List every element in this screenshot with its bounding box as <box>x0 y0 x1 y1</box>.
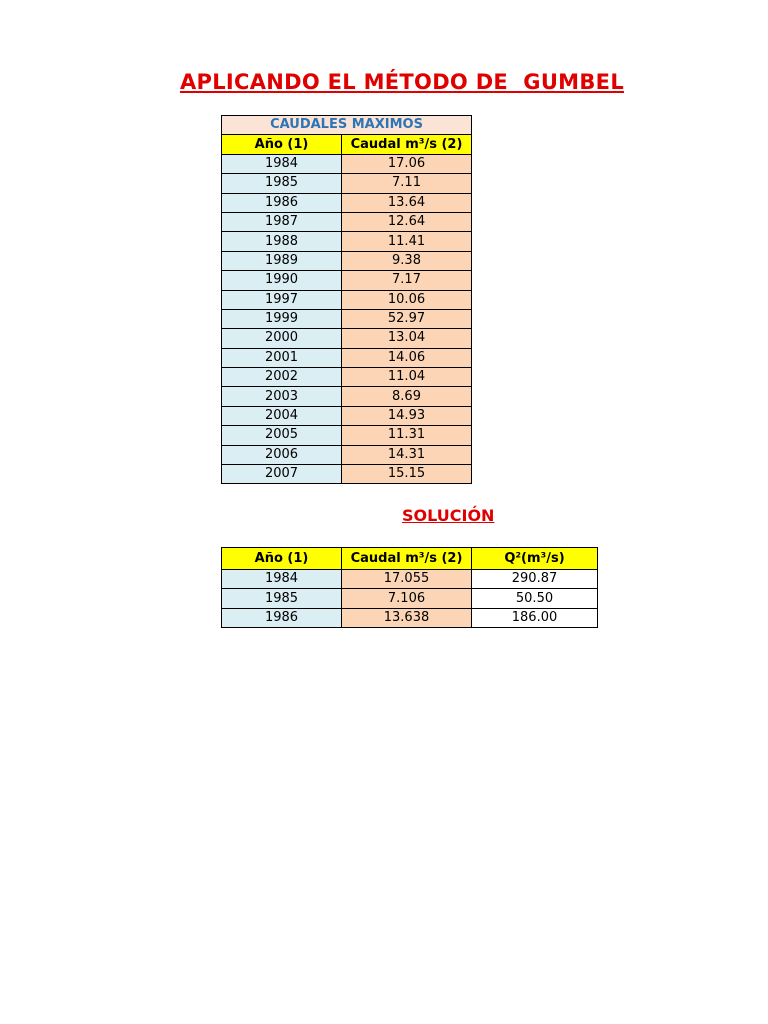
year-cell: 2007 <box>222 465 342 484</box>
table-row <box>222 174 472 193</box>
year-cell: 2000 <box>222 329 342 348</box>
table-row <box>222 154 472 173</box>
table-row <box>222 309 472 328</box>
column-header-year: Año (1) <box>222 135 342 154</box>
year-cell: 2001 <box>222 348 342 367</box>
year-cell: 1987 <box>222 212 342 231</box>
flow-cell: 17.06 <box>342 154 472 173</box>
table-row <box>222 589 598 608</box>
table-row <box>222 232 472 251</box>
year-cell: 2004 <box>222 406 342 425</box>
solution-title: SOLUCIÓN <box>402 506 495 525</box>
flow-cell: 13.04 <box>342 329 472 348</box>
flow-cell: 8.69 <box>342 387 472 406</box>
year-cell: 2002 <box>222 368 342 387</box>
table-row <box>222 608 598 627</box>
q2-cell: 186.00 <box>472 608 598 627</box>
year-cell: 2003 <box>222 387 342 406</box>
table-row <box>222 445 472 464</box>
column-header-flow: Caudal m³/s (2) <box>342 135 472 154</box>
table-caption-row <box>222 116 472 135</box>
column-header-q-squared: Q²(m³/s) <box>472 548 598 570</box>
table-row <box>222 329 472 348</box>
flow-cell: 15.15 <box>342 465 472 484</box>
year-cell: 1986 <box>222 193 342 212</box>
table-row <box>222 426 472 445</box>
table-row <box>222 465 472 484</box>
table-row <box>222 193 472 212</box>
page-title: APLICANDO EL MÉTODO DE GUMBEL <box>179 70 625 94</box>
table-row <box>222 406 472 425</box>
table-row <box>222 570 598 589</box>
flow-cell: 13.64 <box>342 193 472 212</box>
flow-cell: 11.31 <box>342 426 472 445</box>
year-cell: 1984 <box>222 570 342 589</box>
flow-cell: 52.97 <box>342 309 472 328</box>
flow-cell: 14.93 <box>342 406 472 425</box>
flow-cell: 7.106 <box>342 589 472 608</box>
table-header-row <box>222 548 598 570</box>
table-row <box>222 251 472 270</box>
table-row <box>222 387 472 406</box>
table-row <box>222 271 472 290</box>
year-cell: 2005 <box>222 426 342 445</box>
flow-cell: 14.06 <box>342 348 472 367</box>
table-header-row <box>222 135 472 154</box>
q2-cell: 290.87 <box>472 570 598 589</box>
table-row <box>222 212 472 231</box>
year-cell: 1989 <box>222 251 342 270</box>
year-cell: 1984 <box>222 154 342 173</box>
q2-cell: 50.50 <box>472 589 598 608</box>
table-row <box>222 290 472 309</box>
flow-cell: 7.17 <box>342 271 472 290</box>
flow-cell: 17.055 <box>342 570 472 589</box>
column-header-year: Año (1) <box>222 548 342 570</box>
year-cell: 1988 <box>222 232 342 251</box>
flow-cell: 13.638 <box>342 608 472 627</box>
flow-cell: 11.41 <box>342 232 472 251</box>
year-cell: 1999 <box>222 309 342 328</box>
flow-cell: 9.38 <box>342 251 472 270</box>
year-cell: 1985 <box>222 589 342 608</box>
year-cell: 2006 <box>222 445 342 464</box>
year-cell: 1997 <box>222 290 342 309</box>
column-header-flow: Caudal m³/s (2) <box>342 548 472 570</box>
year-cell: 1990 <box>222 271 342 290</box>
flow-cell: 11.04 <box>342 368 472 387</box>
solution-table <box>221 547 598 628</box>
flow-cell: 12.64 <box>342 212 472 231</box>
flow-cell: 10.06 <box>342 290 472 309</box>
flow-cell: 14.31 <box>342 445 472 464</box>
year-cell: 1986 <box>222 608 342 627</box>
table-caption: CAUDALES MAXIMOS <box>222 116 472 135</box>
flow-cell: 7.11 <box>342 174 472 193</box>
table-row <box>222 368 472 387</box>
table-row <box>222 348 472 367</box>
year-cell: 1985 <box>222 174 342 193</box>
caudales-maximos-table <box>221 115 472 484</box>
